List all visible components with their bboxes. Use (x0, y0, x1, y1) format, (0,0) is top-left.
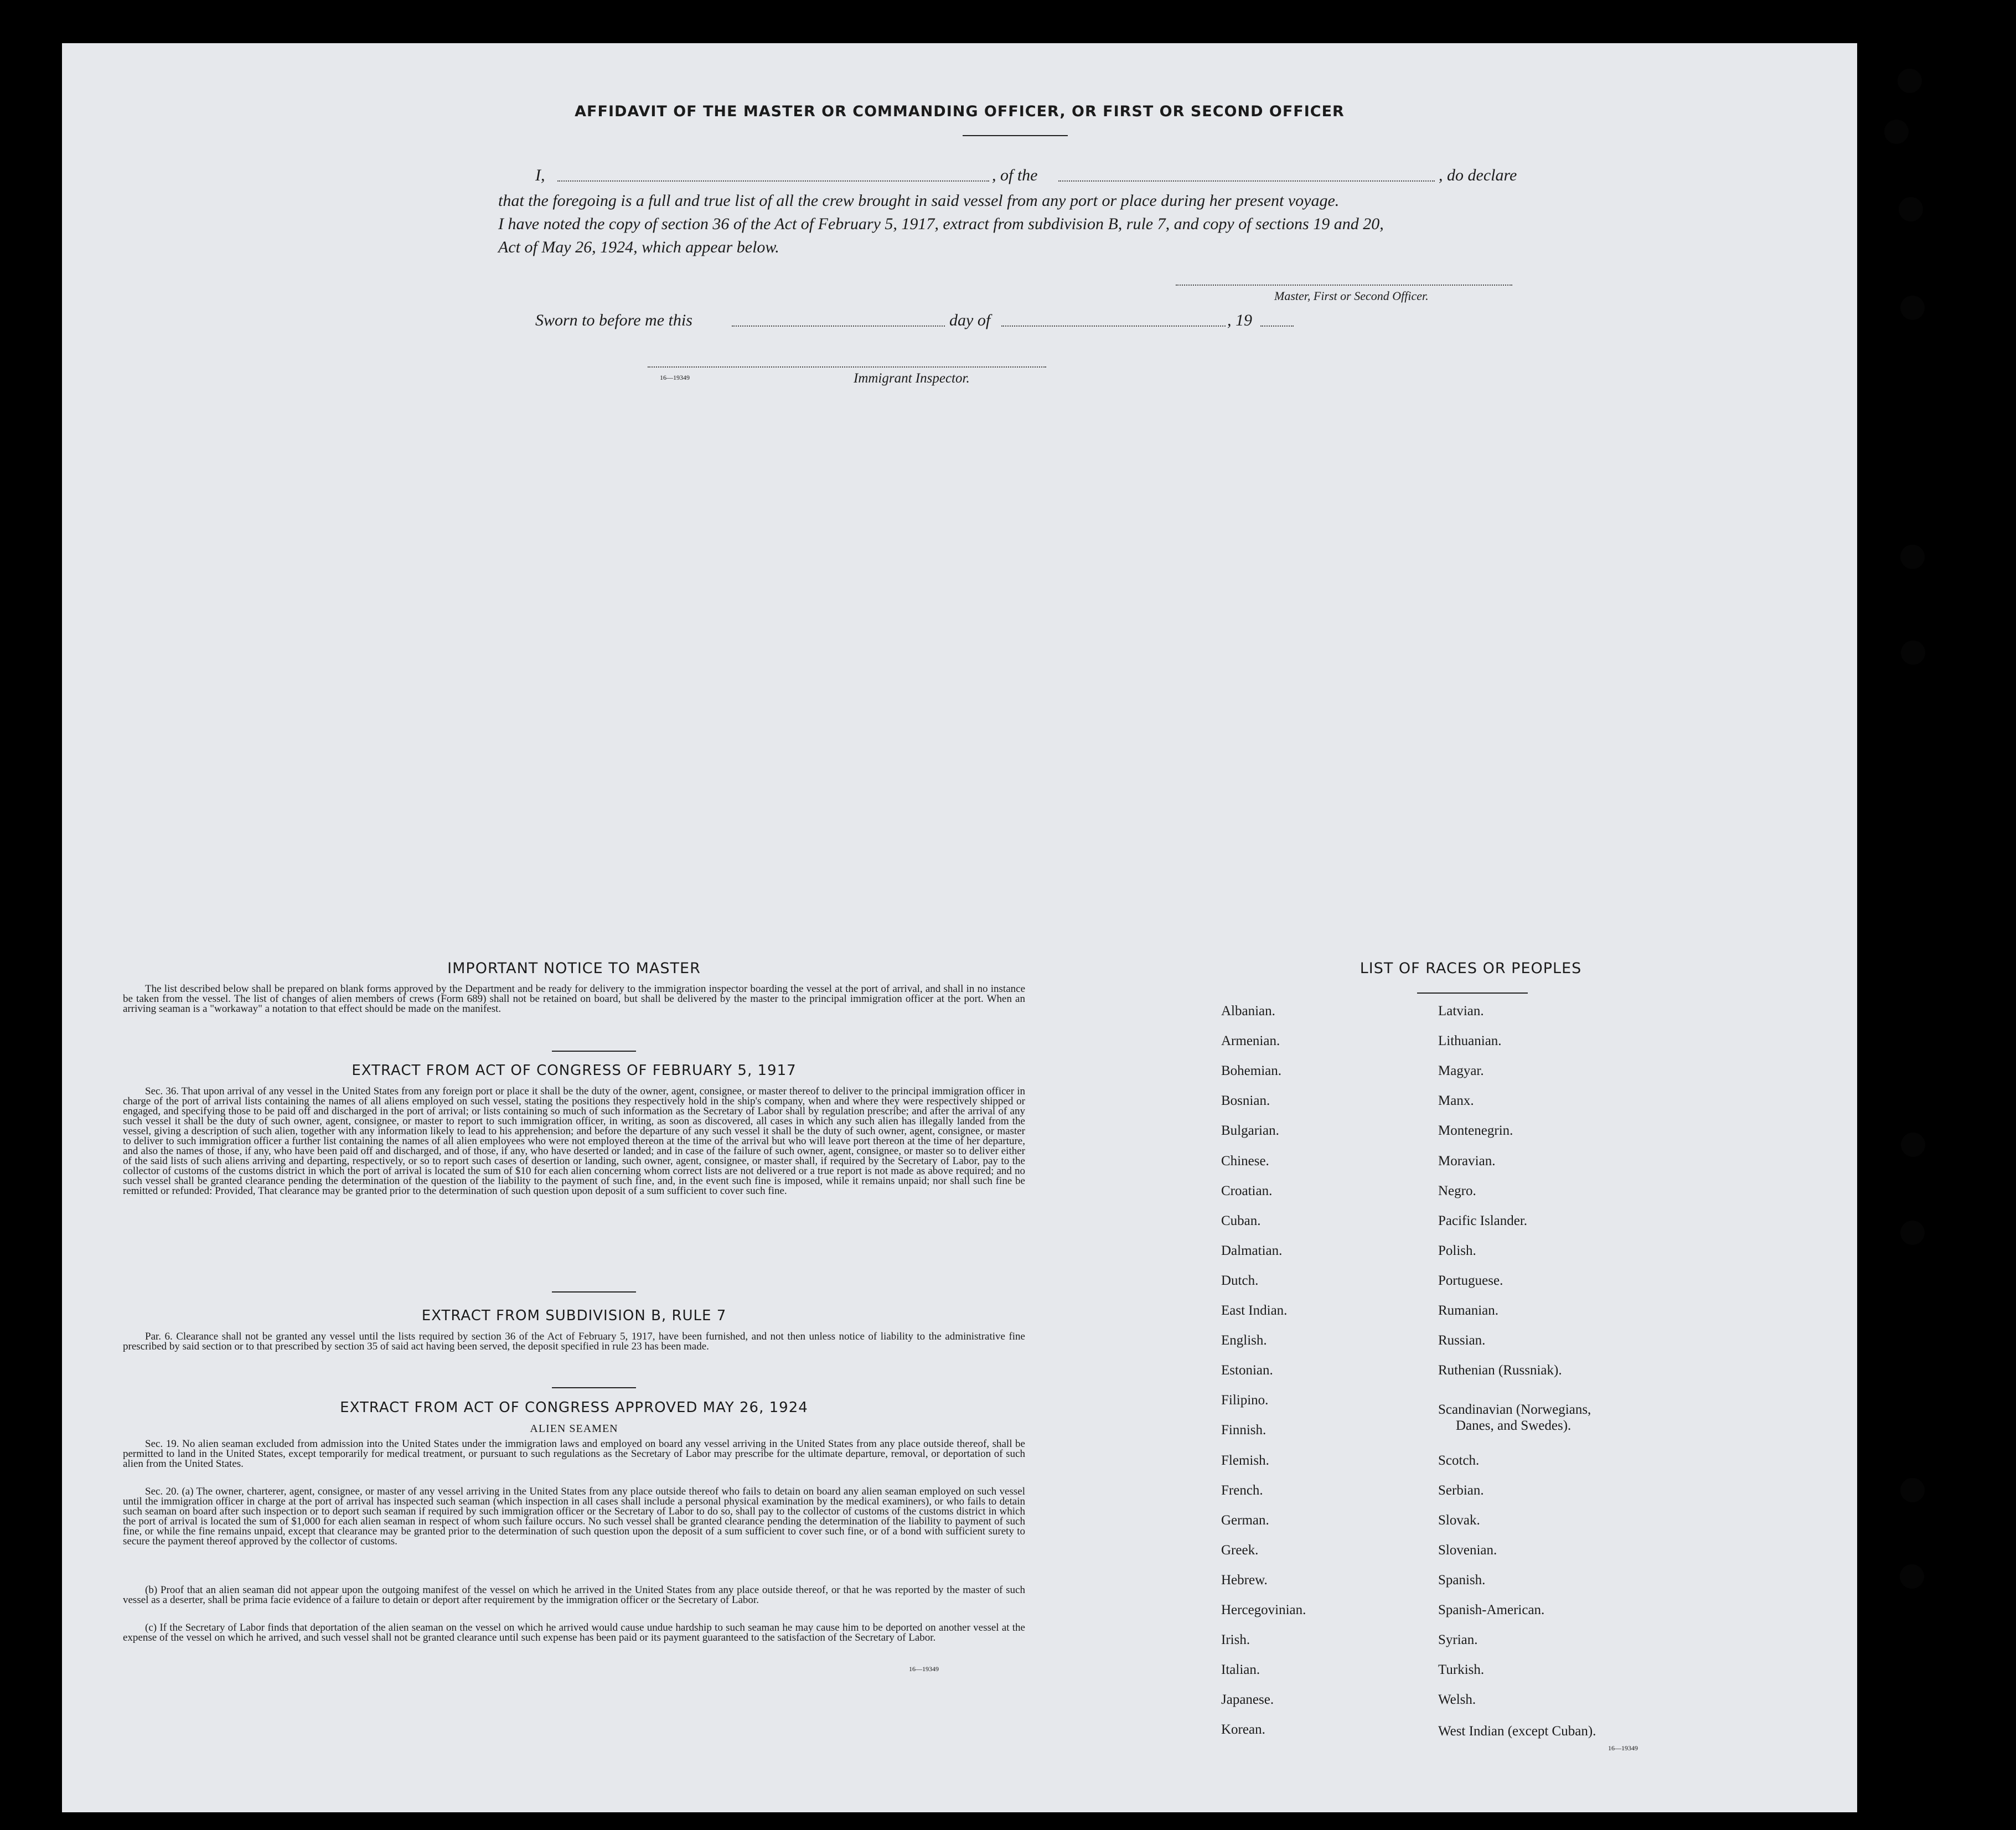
race-item: English. (1221, 1333, 1267, 1348)
races-divider (1417, 992, 1528, 994)
race-item: Filipino. (1221, 1393, 1269, 1408)
affidavit-line-2: that the foregoing is a full and true list of all the crew brought in said vessel from any port or place during her present voyage. (498, 192, 1340, 210)
race-item: Slovak. (1438, 1512, 1480, 1528)
punch-hole (1898, 69, 1922, 93)
race-item: Welsh. (1438, 1692, 1476, 1708)
race-item: Spanish. (1438, 1572, 1486, 1588)
inspector-label: Immigrant Inspector. (854, 371, 970, 386)
vessel-blank[interactable] (1058, 180, 1435, 182)
document-page (62, 43, 1857, 1812)
affidavit-line-4: Act of May 26, 1924, which appear below. (498, 238, 779, 256)
race-item: Estonian. (1221, 1363, 1273, 1378)
race-item: Slovenian. (1438, 1542, 1497, 1558)
race-item: Finnish. (1221, 1423, 1267, 1438)
race-item: Latvian. (1438, 1004, 1484, 1019)
form-number-top: 16—19349 (660, 374, 690, 381)
affidavit-declare: , do declare (1439, 166, 1517, 184)
affidavit-line-3: I have noted the copy of section 36 of the Act of February 5, 1917, extract from subdivision B, rule 7, and copy of sections 19 and 20, (498, 215, 1384, 233)
sworn-day-blank[interactable] (732, 325, 945, 327)
form-number-races: 16—19349 (1608, 1744, 1638, 1752)
race-item: Magyar. (1438, 1063, 1484, 1079)
race-item: West Indian (except Cuban). (1438, 1724, 1596, 1739)
race-item: Croatian. (1221, 1183, 1273, 1198)
rule7-title: EXTRACT FROM SUBDIVISION B, RULE 7 (421, 1307, 727, 1324)
sec20b-text: (b) Proof that an alien seaman did not appear upon the outgoing manifest of the vessel on which he arrived in the United States from any place outside thereof, or that he was reported by the master of such vessel as a deserter, shall be prima facie evidence of a failure to detain or deport after requirement by the immigration officer or the Secretary of Labor. (123, 1584, 1025, 1606)
punch-hole (1900, 1478, 1925, 1502)
punch-hole (1901, 1133, 1925, 1157)
year-blank[interactable] (1260, 325, 1294, 327)
race-item: Manx. (1438, 1093, 1474, 1109)
race-item: Bosnian. (1221, 1093, 1270, 1109)
race-item: Pacific Islander. (1438, 1213, 1528, 1228)
affidavit-line-1 (535, 166, 1604, 188)
race-item: Ruthenian (Russniak). (1438, 1363, 1562, 1378)
sworn-month-blank[interactable] (1001, 325, 1226, 327)
race-item: Scandinavian (Norwegians, (1438, 1402, 1591, 1417)
race-item: Turkish. (1438, 1662, 1485, 1678)
race-item: Syrian. (1438, 1632, 1478, 1648)
race-item: Serbian. (1438, 1482, 1484, 1498)
race-item: Korean. (1221, 1722, 1265, 1738)
year-label: , 19 (1227, 311, 1252, 329)
race-item: Lithuanian. (1438, 1033, 1502, 1049)
extract-1917-title: EXTRACT FROM ACT OF CONGRESS OF FEBRUARY 5, 1917 (351, 1062, 797, 1079)
sec19-text: Sec. 19. No alien seaman excluded from admission into the United States under the immigration laws and employed on board any vessel arriving in the United States from any place outside thereof, shall be permitted to land in the United States, except temporarily for medical treatment, or pursuant to such regulations as the Secretary of Labor may prescribe for the ultimate departure, removal, or deportation of such alien from the United States. (123, 1438, 1025, 1470)
race-item: Dutch. (1221, 1273, 1259, 1288)
race-item: Italian. (1221, 1662, 1260, 1678)
name-blank[interactable] (557, 180, 989, 182)
sec20a-text: Sec. 20. (a) The owner, charterer, agent, consignee, or master of any vessel arriving in the United States from any place outside thereof who fails to detain on board any alien seaman employed on such vessel until the immigration officer in charge at the port of arrival has inspected such seaman (which inspection in all cases shall include a personal physical examination by the medical examiners), or who fails to detain such seaman on board after such inspection or to deport such seaman if required by such immigration officer or the Secretary of Labor to do so, shall pay to the collector of customs of the customs district in which the port of arrival is located the sum of $1,000 for each alien seaman in respect of whom such failure occurs. No such vessel shall be granted clearance pending the determination of the liability to payment of such fine, or while the fine remains unpaid, except that clearance may be granted prior to the determination of such question upon the deposit of a sum sufficient to cover such fine, or of a bond with sufficient surety to secure the payment thereof approved by the collector of customs. (123, 1486, 1025, 1547)
inspector-signature-line[interactable] (648, 366, 1046, 368)
race-item: Bohemian. (1221, 1063, 1282, 1079)
punch-hole (1899, 197, 1923, 221)
day-of-label: day of (949, 311, 991, 329)
race-item: Hercegovinian. (1221, 1602, 1306, 1617)
race-item: Hebrew. (1221, 1572, 1268, 1588)
race-item: Flemish. (1221, 1452, 1269, 1468)
race-item: Portuguese. (1438, 1273, 1503, 1288)
race-item: Bulgarian. (1221, 1123, 1279, 1139)
race-item: Russian. (1438, 1333, 1486, 1348)
sworn-line (535, 311, 1366, 333)
rule7-divider (552, 1387, 636, 1388)
race-item: Armenian. (1221, 1033, 1280, 1049)
sec20c-text: (c) If the Secretary of Labor finds that deportation of the alien seaman on the vessel on which he arrived would cause undue hardship to such seaman he may cause him to be deported on another vessel at the expense of the vessel on which he arrived, and such vessel shall not be granted clearance until such expense has been paid or its payment guaranteed to the satisfaction of the Secretary of Labor. (123, 1622, 1025, 1643)
punch-hole (1900, 1221, 1925, 1245)
race-item: French. (1221, 1482, 1263, 1498)
extract-1917-divider (552, 1291, 636, 1293)
signature-label: Master, First or Second Officer. (1274, 289, 1429, 303)
races-title: LIST OF RACES OR PEOPLES (1359, 960, 1582, 977)
race-item: Negro. (1438, 1183, 1476, 1198)
notice-title: IMPORTANT NOTICE TO MASTER (447, 960, 701, 977)
race-item: Japanese. (1221, 1692, 1274, 1708)
affidavit-body (498, 189, 1611, 259)
race-item: Spanish-American. (1438, 1602, 1545, 1617)
notice-divider (552, 1051, 636, 1052)
race-item: Polish. (1438, 1243, 1476, 1258)
punch-hole (1900, 296, 1925, 320)
extract-1917-text: Sec. 36. That upon arrival of any vessel in the United States from any foreign port or place it shall be the duty of the owner, agent, consignee, or master thereof to deliver to the principal immigration officer in charge of the port of arrival lists containing the names of all aliens employed on such vessel, stating the positions they respectively hold in the ship's company, when and where they were respectively shipped or engaged, and specifying those to be paid off and discharged in the port of arrival; or lists containing so much of such information as the Secretary of Labor shall by regulation prescribe; and after the arrival of any such vessel it shall be the duty of such owner, agent, consignee, or master to report to such immigration officer, in writing, as soon as discovered, all cases in which any such alien has illegally landed from the vessel, giving a description of such alien, together with any information likely to lead to his apprehension; and before the departure of any such vessel it shall be the duty of such owner, agent, consignee, or master to deliver to such immigration officer a further list containing the names of all alien employees who were not employed thereon at the time of the arrival but who will leave port thereon at the time of her departure, and also the names of those, if any, who have been paid off and discharged, and of those, if any, who have deserted or landed; and in case of the failure of such owner, agent, consignee, or master so to deliver either of the said lists of such aliens arriving and departing, respectively, or so to report such cases of desertion or landing, such owner, agent, consignee, or master shall, if required by the Secretary of Labor, pay to the collector of customs of the customs district in which the port of arrival is located the sum of $10 for each alien concerning whom correct lists are not delivered or a true report is not made as above required; and no such vessel shall be granted clearance pending the determination of the question of the liability to the payment of such fine, and, in the event such fine is imposed, while it remains unpaid; nor shall such fine be remitted or refunded: Provided, That clearance may be granted prior to the determination of such question upon deposit of a sum sufficient to cover such fine. (123, 1085, 1025, 1197)
race-item: Montenegrin. (1438, 1123, 1513, 1139)
rule7-text: Par. 6. Clearance shall not be granted any vessel until the lists required by section 36 of the Act of February 5, 1917, have been furnished, and not then unless notice of liability to the administrative fine prescribed by said section or to that prescribed by section 35 of said act having been served, the deposit specified in rule 23 has been made. (123, 1331, 1025, 1352)
affidavit-title: AFFIDAVIT OF THE MASTER OR COMMANDING OFFICER, OR FIRST OR SECOND OFFICER (575, 103, 1345, 120)
alien-seamen-subtitle: ALIEN SEAMEN (530, 1423, 618, 1435)
sworn-label: Sworn to before me this (535, 311, 692, 329)
race-item: Chinese. (1221, 1153, 1269, 1169)
punch-hole (1900, 1564, 1924, 1589)
race-item: Cuban. (1221, 1213, 1261, 1228)
extract-1924-title: EXTRACT FROM ACT OF CONGRESS APPROVED MAY 26, 1924 (340, 1399, 808, 1416)
punch-hole (1900, 545, 1925, 569)
race-item: Albanian. (1221, 1004, 1275, 1019)
race-item: Greek. (1221, 1542, 1259, 1558)
punch-hole (1884, 120, 1909, 144)
race-item: Scotch. (1438, 1452, 1480, 1468)
race-item: Danes, and Swedes). (1456, 1418, 1572, 1434)
race-item: Rumanian. (1438, 1303, 1499, 1318)
title-divider (963, 135, 1068, 136)
race-item: German. (1221, 1512, 1269, 1528)
affidavit-i: I, (535, 166, 545, 184)
notice-text: The list described below shall be prepared on blank forms approved by the Department and be ready for delivery to the immigration inspector boarding the vessel at the port of arrival, and shall in no instance be taken from the vessel. The list of changes of alien members of crews (Form 689) shall not be retained on board, but shall be delivered by the master to the principal immigration officer at the port. When an arriving seaman is a "workaway" a notation to that effect should be made on the manifest. (123, 983, 1025, 1015)
race-item: East Indian. (1221, 1303, 1288, 1318)
race-item: Irish. (1221, 1632, 1250, 1648)
affidavit-of-the: , of the (992, 166, 1038, 184)
race-item: Moravian. (1438, 1153, 1496, 1169)
form-number-bottom: 16—19349 (909, 1665, 939, 1673)
punch-hole (1901, 640, 1925, 665)
race-item: Dalmatian. (1221, 1243, 1283, 1258)
signature-line[interactable] (1176, 285, 1512, 286)
